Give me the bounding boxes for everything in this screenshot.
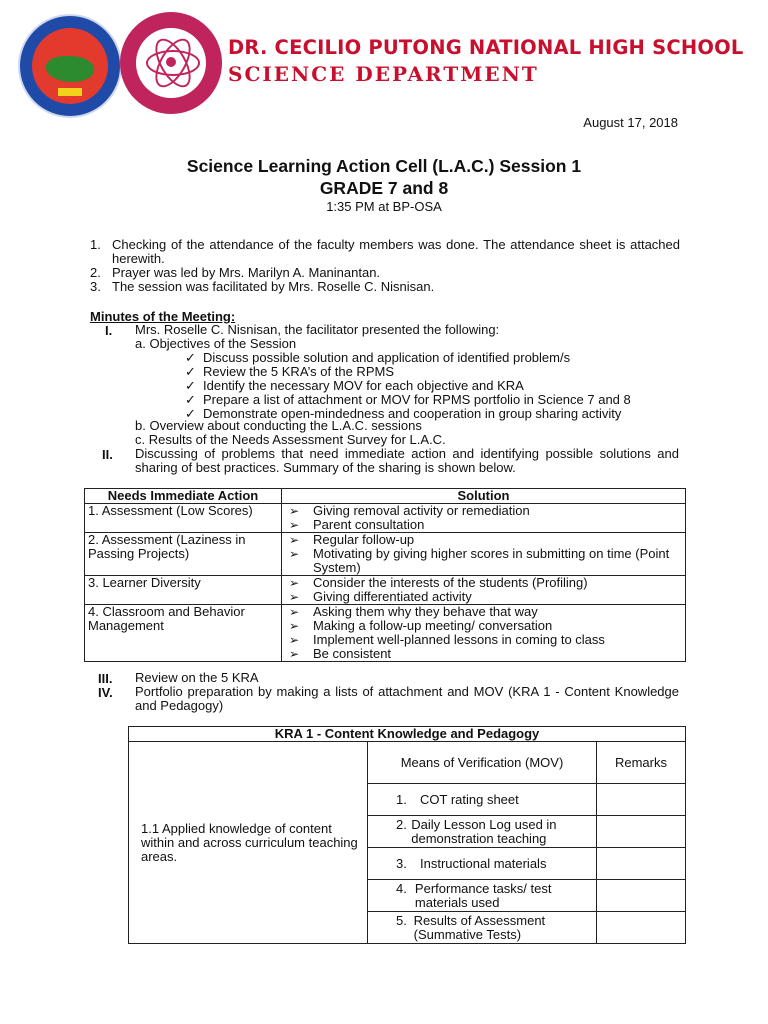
section-iv-number: IV. (98, 685, 113, 700)
remarks-cell (597, 848, 686, 880)
list-item: ✓ Review the 5 KRA’s of the RPMS (185, 364, 394, 379)
list-item: 3. The session was facilitated by Mrs. Roselle C. Nisnisan. (90, 279, 435, 294)
sub-c-label: c. Results of the Needs Assessment Survey for L.A.C. (135, 432, 446, 447)
list-item: ✓ Discuss possible solution and application of identified problem/s (185, 350, 571, 365)
kra-table-title: KRA 1 - Content Knowledge and Pedagogy (129, 727, 686, 742)
section-iii-number: III. (98, 671, 113, 686)
checkmark-icon: ✓ (185, 364, 196, 379)
checkmark-icon: ✓ (185, 406, 196, 421)
checkmark-icon: ✓ (185, 350, 196, 365)
list-item: ✓ Prepare a list of attachment or MOV for RPMS portfolio in Science 7 and 8 (185, 392, 631, 407)
remarks-header: Remarks (597, 742, 686, 784)
table-header-needs: Needs Immediate Action (85, 489, 282, 504)
table-row: 2. Assessment (Laziness in Passing Projects) ➢ Regular follow-up ➢ Motivating by giving higher scores in submitting on time (Point System) (85, 533, 686, 576)
remarks-cell (597, 912, 686, 944)
table-row: 3. Instructional materials (129, 848, 686, 880)
sub-b-label: b. Overview about conducting the L.A.C. sessions (135, 418, 422, 433)
sub-a-label: a. Objectives of the Session (135, 336, 297, 351)
list-item: 2. Prayer was led by Mrs. Marilyn A. Maninantan. (90, 265, 381, 280)
section-i-text: Mrs. Roselle C. Nisnisan, the facilitator presented the following: (135, 322, 500, 337)
session-time-venue: 1:35 PM at BP-OSA (326, 199, 442, 214)
table-row: 5. Results of Assessment (Summative Tests) (129, 912, 686, 944)
school-name: DR. CECILIO PUTONG NATIONAL HIGH SCHOOL (228, 36, 744, 59)
table-row: 1. Assessment (Low Scores) ➢ Giving removal activity or remediation ➢ Parent consultation (85, 504, 686, 533)
remarks-cell (597, 784, 686, 816)
checkmark-icon: ✓ (185, 378, 196, 393)
document-title: Science Learning Action Cell (L.A.C.) Session 1 (186, 156, 582, 176)
objectives-list (185, 351, 665, 421)
section-i-number: I. (105, 323, 113, 338)
list-item: 1. Checking of the attendance of the faculty members was done. The attendance sheet is attached herewith. (90, 237, 680, 266)
kra-objective: 1.1 Applied knowledge of content within and across curriculum teaching areas. (129, 742, 368, 944)
document-subtitle: GRADE 7 and 8 (319, 178, 449, 198)
section-iv-text: Portfolio preparation by making a lists of attachment and MOV (KRA 1 - Content Knowledge and Pedagogy) (135, 684, 679, 713)
needs-solution-table (84, 488, 686, 662)
minutes-heading: Minutes of the Meeting: (90, 309, 236, 324)
section-ii-number: II. (102, 447, 113, 462)
kra-mov-table (128, 726, 686, 944)
checkmark-icon: ✓ (185, 392, 196, 407)
section-ii-text: Discussing of problems that need immediate action and identifying possible solutions and sharing of best practices. Summary of the sharing is shown below. (135, 446, 679, 475)
remarks-cell (597, 880, 686, 912)
remarks-cell (597, 816, 686, 848)
intro-list (90, 238, 680, 294)
table-row: 4. Performance tasks/ test materials used (129, 880, 686, 912)
section-iii-text: Review on the 5 KRA (135, 670, 259, 685)
school-seal-logo (18, 14, 122, 118)
table-row: 1. COT rating sheet (129, 784, 686, 816)
document-date: August 17, 2018 (583, 115, 678, 130)
list-item: ✓ Identify the necessary MOV for each objective and KRA (185, 378, 524, 393)
table-header-solution: Solution (282, 489, 686, 504)
table-row: 4. Classroom and Behavior Management ➢ Asking them why they behave that way ➢ Making a follow-up meeting/ conversation ➢ Implement well-planned lessons in coming to class ➢ Be consistent (85, 605, 686, 662)
table-row: 3. Learner Diversity ➢ Consider the interests of the students (Profiling) ➢ Giving differentiated activity (85, 576, 686, 605)
science-department-logo (120, 12, 222, 114)
department-name: SCIENCE DEPARTMENT (228, 62, 539, 86)
list-item: ✓ Demonstrate open-mindedness and cooperation in group sharing activity (185, 406, 622, 421)
table-row: 2. Daily Lesson Log used in demonstration teaching (129, 816, 686, 848)
mov-header: Means of Verification (MOV) (368, 742, 597, 784)
